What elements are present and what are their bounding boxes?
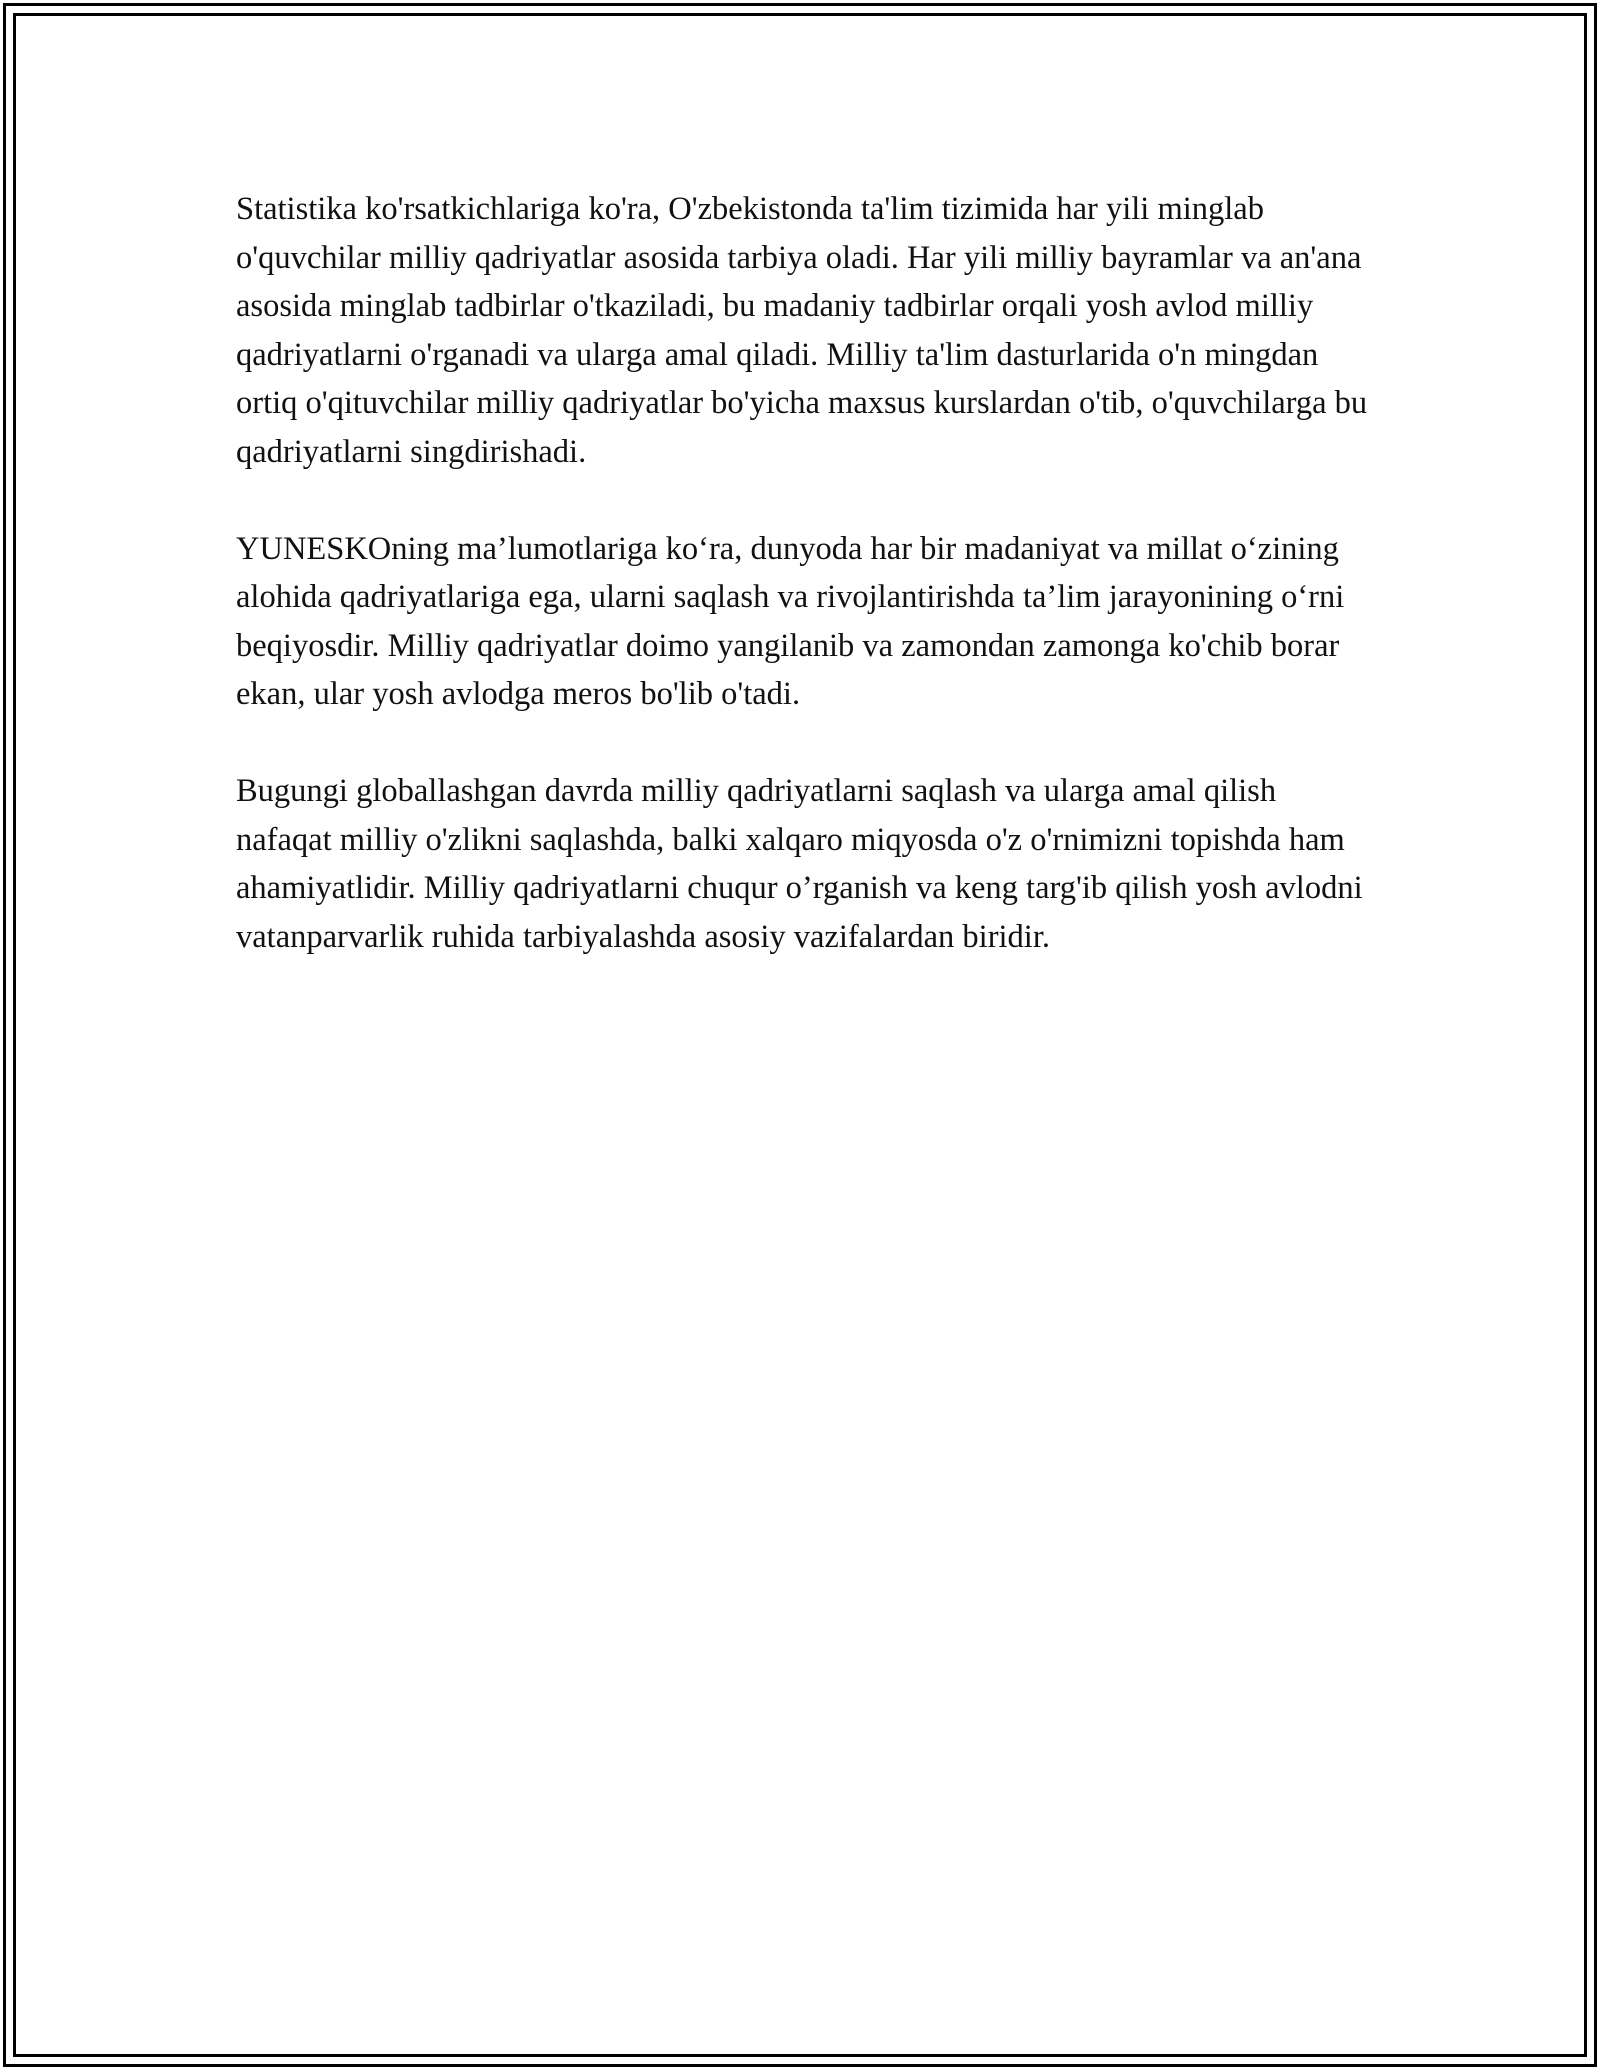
paragraph-statistics: Statistika ko'rsatkichlariga ko'ra, O'zbekistonda ta'lim tizimida har yili minglab o'quvchilar milliy qadriyatlar asosida tarbiya oladi. Har yili milliy bayramlar va an'ana asosida minglab tadbirlar o'tkaziladi, bu madaniy tadbirlar orqali yosh avlod milliy qadriyatlarni o'rganadi va ularga amal qiladi. Milliy ta'lim dasturlarida o'n mingdan ortiq o'qituvchilar milliy qadriyatlar bo'yicha maxsus kurslardan o'tib, o'quvchilarga bu qadriyatlarni singdirishadi. [236, 191, 1368, 470]
paragraph-globalization: Bugungi globallashgan davrda milliy qadriyatlarni saqlash va ularga amal qilish nafaqat milliy o'zlikni saqlashda, balki xalqaro miqyosda o'z o'rnimizni topishda ham ahamiyatlidir. Milliy qadriyatlarni chuqur o’rganish va keng targ'ib qilish yosh avlodni vatanparvarlik ruhida tarbiyalashda asosiy vazifalardan biridir. [236, 773, 1363, 955]
document-body [236, 185, 1376, 1010]
paragraph-unesco: YUNESKOning ma’lumotlariga ko‘ra, dunyoda har bir madaniyat va millat o‘zining alohida qadriyatlariga ega, ularni saqlash va rivojlantirishda ta’lim jarayonining o‘rni beqiyosdir. Milliy qadriyatlar doimo yangilanib va zamondan zamonga ko'chib borar ekan, ular yosh avlodga meros bo'lib o'tadi. [236, 530, 1345, 712]
